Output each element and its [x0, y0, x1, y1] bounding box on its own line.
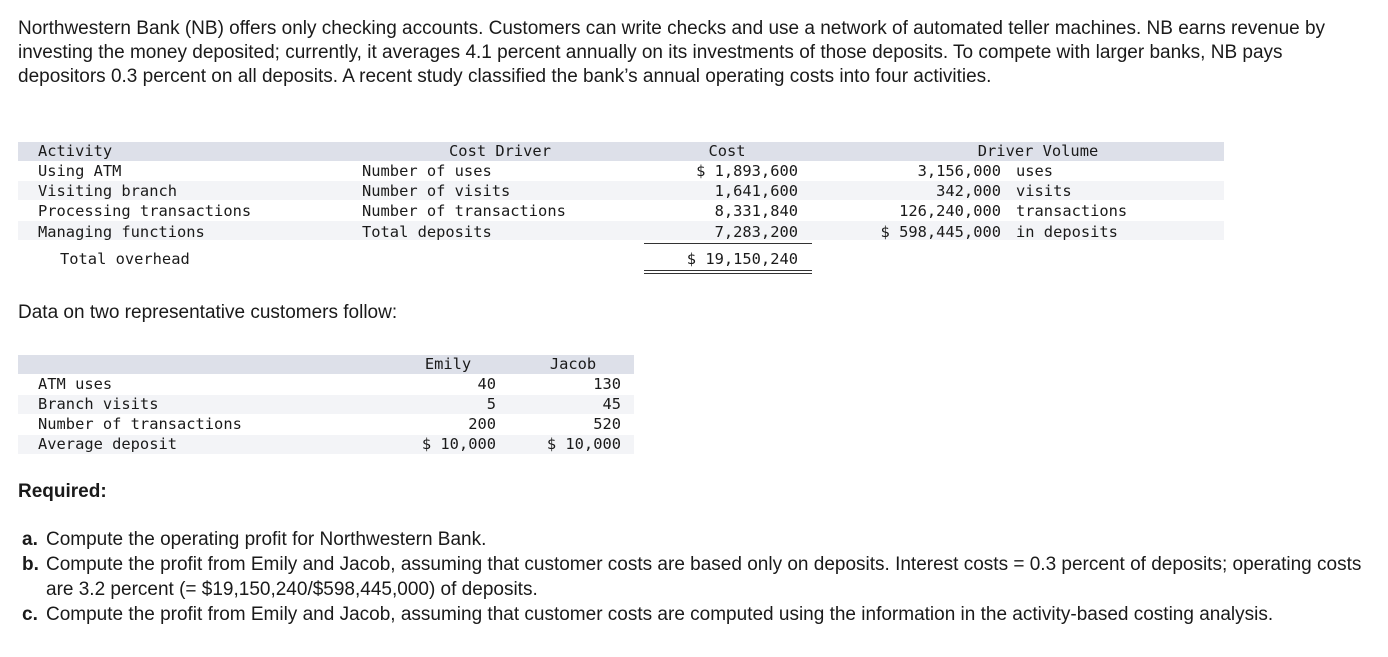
emily-value: 40 — [477, 375, 496, 393]
requirement-label: b. — [22, 554, 39, 575]
requirement-text: Compute the profit from Emily and Jacob, assuming that customer costs are based only on deposits. Interest costs = 0.3 percent of deposits; operating costs are 3.2 percent (= $19,150,240/$598,445,000) of deposits. — [46, 554, 1362, 600]
requirement-label: c. — [22, 604, 38, 625]
total-double-rule-bottom — [644, 273, 812, 274]
total-overhead-value: $ 19,150,240 — [686, 250, 798, 268]
emily-value: 5 — [486, 395, 496, 413]
volume-unit-cell: in deposits — [1016, 223, 1118, 241]
volume-unit-cell: uses — [1016, 162, 1054, 180]
jacob-value: $ 10,000 — [546, 435, 621, 453]
customer-row-label: Number of transactions — [38, 415, 242, 433]
driver-cell: Number of transactions — [362, 202, 566, 220]
header-cost: Cost — [708, 142, 746, 160]
jacob-value: 130 — [593, 375, 621, 393]
subtotal-rule — [644, 243, 812, 244]
cost-cell: $ 1,893,600 — [696, 162, 798, 180]
driver-cell: Number of visits — [362, 182, 511, 200]
activity-cell: Processing transactions — [38, 202, 252, 220]
requirement-a — [22, 527, 1372, 552]
activity-cell: Using ATM — [38, 162, 122, 180]
intro-paragraph: Northwestern Bank (NB) offers only checking accounts. Customers can write checks and use a network of automated teller machines. NB earns revenue by investing the money deposited; currently, it averages 4.1 percent annually on its investments of those deposits. To compete with larger banks, NB pays depositors 0.3 percent on all deposits. A recent study classified the bank’s annual operating costs into four activities. — [18, 18, 1326, 87]
volume-number-cell: $ 598,445,000 — [880, 223, 1001, 241]
customer-row-label: Average deposit — [38, 435, 177, 453]
header-jacob: Jacob — [549, 355, 597, 373]
jacob-value: 45 — [602, 395, 621, 413]
cost-cell: 1,641,600 — [714, 182, 798, 200]
required-heading: Required: — [18, 481, 107, 502]
cost-cell: 8,331,840 — [714, 202, 798, 220]
requirement-label: a. — [22, 529, 38, 550]
total-overhead-label: Total overhead — [60, 250, 190, 268]
emily-value: $ 10,000 — [421, 435, 496, 453]
header-driver-volume: Driver Volume — [977, 142, 1099, 160]
activity-cell: Managing functions — [38, 223, 205, 241]
driver-cell: Total deposits — [362, 223, 492, 241]
requirements-list — [22, 527, 1372, 627]
requirement-c — [22, 602, 1372, 627]
volume-unit-cell: transactions — [1016, 202, 1128, 220]
customer-row-label: Branch visits — [38, 395, 159, 413]
requirement-b — [22, 552, 1372, 602]
jacob-value: 520 — [593, 415, 621, 433]
activity-cell: Visiting branch — [38, 182, 177, 200]
customers-intro: Data on two representative customers follow: — [18, 302, 398, 323]
header-emily: Emily — [424, 355, 472, 373]
volume-unit-cell: visits — [1016, 182, 1072, 200]
header-activity: Activity — [38, 142, 113, 160]
requirement-text: Compute the operating profit for Northwestern Bank. — [46, 529, 487, 550]
customer-row-label: ATM uses — [38, 375, 113, 393]
volume-number-cell: 3,156,000 — [917, 162, 1001, 180]
cost-cell: 7,283,200 — [714, 223, 798, 241]
total-double-rule-top — [644, 270, 812, 271]
header-cost-driver: Cost Driver — [449, 142, 551, 160]
volume-number-cell: 126,240,000 — [899, 202, 1001, 220]
driver-cell: Number of uses — [362, 162, 492, 180]
volume-number-cell: 342,000 — [936, 182, 1001, 200]
requirement-text: Compute the profit from Emily and Jacob, assuming that customer costs are computed using the information in the activity-based costing analysis. — [46, 604, 1274, 625]
emily-value: 200 — [468, 415, 496, 433]
